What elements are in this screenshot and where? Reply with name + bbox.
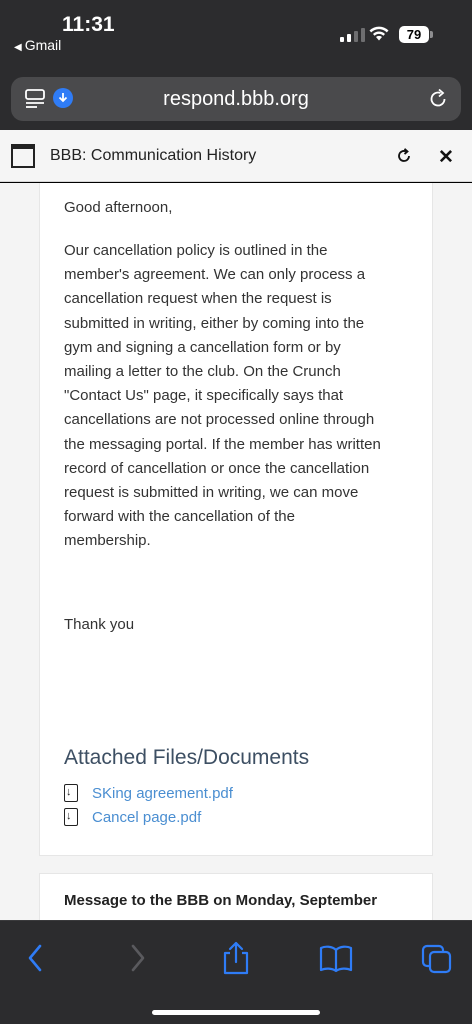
message-line: Our cancellation policy is outlined in the (64, 242, 328, 259)
attachments-heading: Attached Files/Documents (64, 746, 310, 769)
message-line: membership. (64, 532, 151, 550)
message-line: cancellation request when the request is (64, 290, 332, 308)
back-triangle-icon: ◀ (14, 42, 22, 53)
battery-tip (430, 31, 433, 38)
back-app-label: Gmail (24, 37, 62, 53)
browser-address-area (0, 68, 472, 130)
message-line: "Contact Us" page, it specifically says that (64, 387, 344, 405)
message-line: member's agreement. We can only process a (64, 266, 366, 284)
window-icon (11, 144, 35, 168)
message-scroll-area[interactable] (0, 183, 472, 920)
url-text[interactable]: respond.bbb.org (163, 88, 309, 110)
share-icon[interactable] (220, 941, 252, 975)
message-line: cancellations are not processed online through (64, 411, 375, 429)
message-line: submitted in writing, either by coming into the (64, 314, 365, 332)
home-indicator (152, 1010, 320, 1015)
refresh-icon[interactable] (396, 148, 412, 164)
back-to-app-link[interactable] (14, 37, 61, 53)
cellular-signal-icon (340, 28, 365, 42)
next-message-card (39, 873, 433, 920)
attachment-link[interactable]: Cancel page.pdf (92, 808, 202, 826)
wifi-icon (368, 24, 390, 42)
battery-icon: 79 (399, 26, 429, 43)
modal-title: BBB: Communication History (50, 147, 257, 164)
document-download-icon: ↓ (64, 808, 78, 826)
message-greeting: Good afternoon, (64, 199, 173, 216)
message-line: record of cancellation or once the cancellation (64, 459, 370, 477)
message-line: gym and signing a cancellation form or by (64, 338, 341, 356)
modal-header (0, 130, 472, 182)
attachment-link[interactable]: SKing agreement.pdf (92, 784, 233, 802)
tabs-icon[interactable] (420, 941, 454, 975)
attachment-item[interactable] (64, 782, 233, 804)
address-bar[interactable] (11, 77, 461, 121)
status-bar (0, 0, 472, 68)
attachment-item[interactable] (64, 806, 201, 828)
forward-icon[interactable] (125, 941, 149, 975)
message-line: mailing a letter to the club. On the Crunch (64, 363, 341, 381)
message-body (64, 239, 420, 554)
message-closing: Thank you (64, 616, 135, 633)
status-time: 11:31 (62, 13, 115, 36)
reload-icon[interactable] (427, 88, 449, 110)
document-download-icon: ↓ (64, 784, 78, 802)
close-icon[interactable]: ✕ (438, 147, 454, 168)
message-line: the messaging portal. If the member has written (64, 435, 381, 453)
message-line: request is submitted in writing, we can move (64, 484, 359, 502)
next-message-title: Message to the BBB on Monday, September (64, 892, 378, 909)
back-icon[interactable] (24, 941, 48, 975)
message-card (39, 183, 433, 856)
browser-toolbar (0, 920, 472, 1024)
bookmarks-icon[interactable] (318, 941, 354, 975)
message-line: forward with the cancellation of the (64, 508, 295, 526)
